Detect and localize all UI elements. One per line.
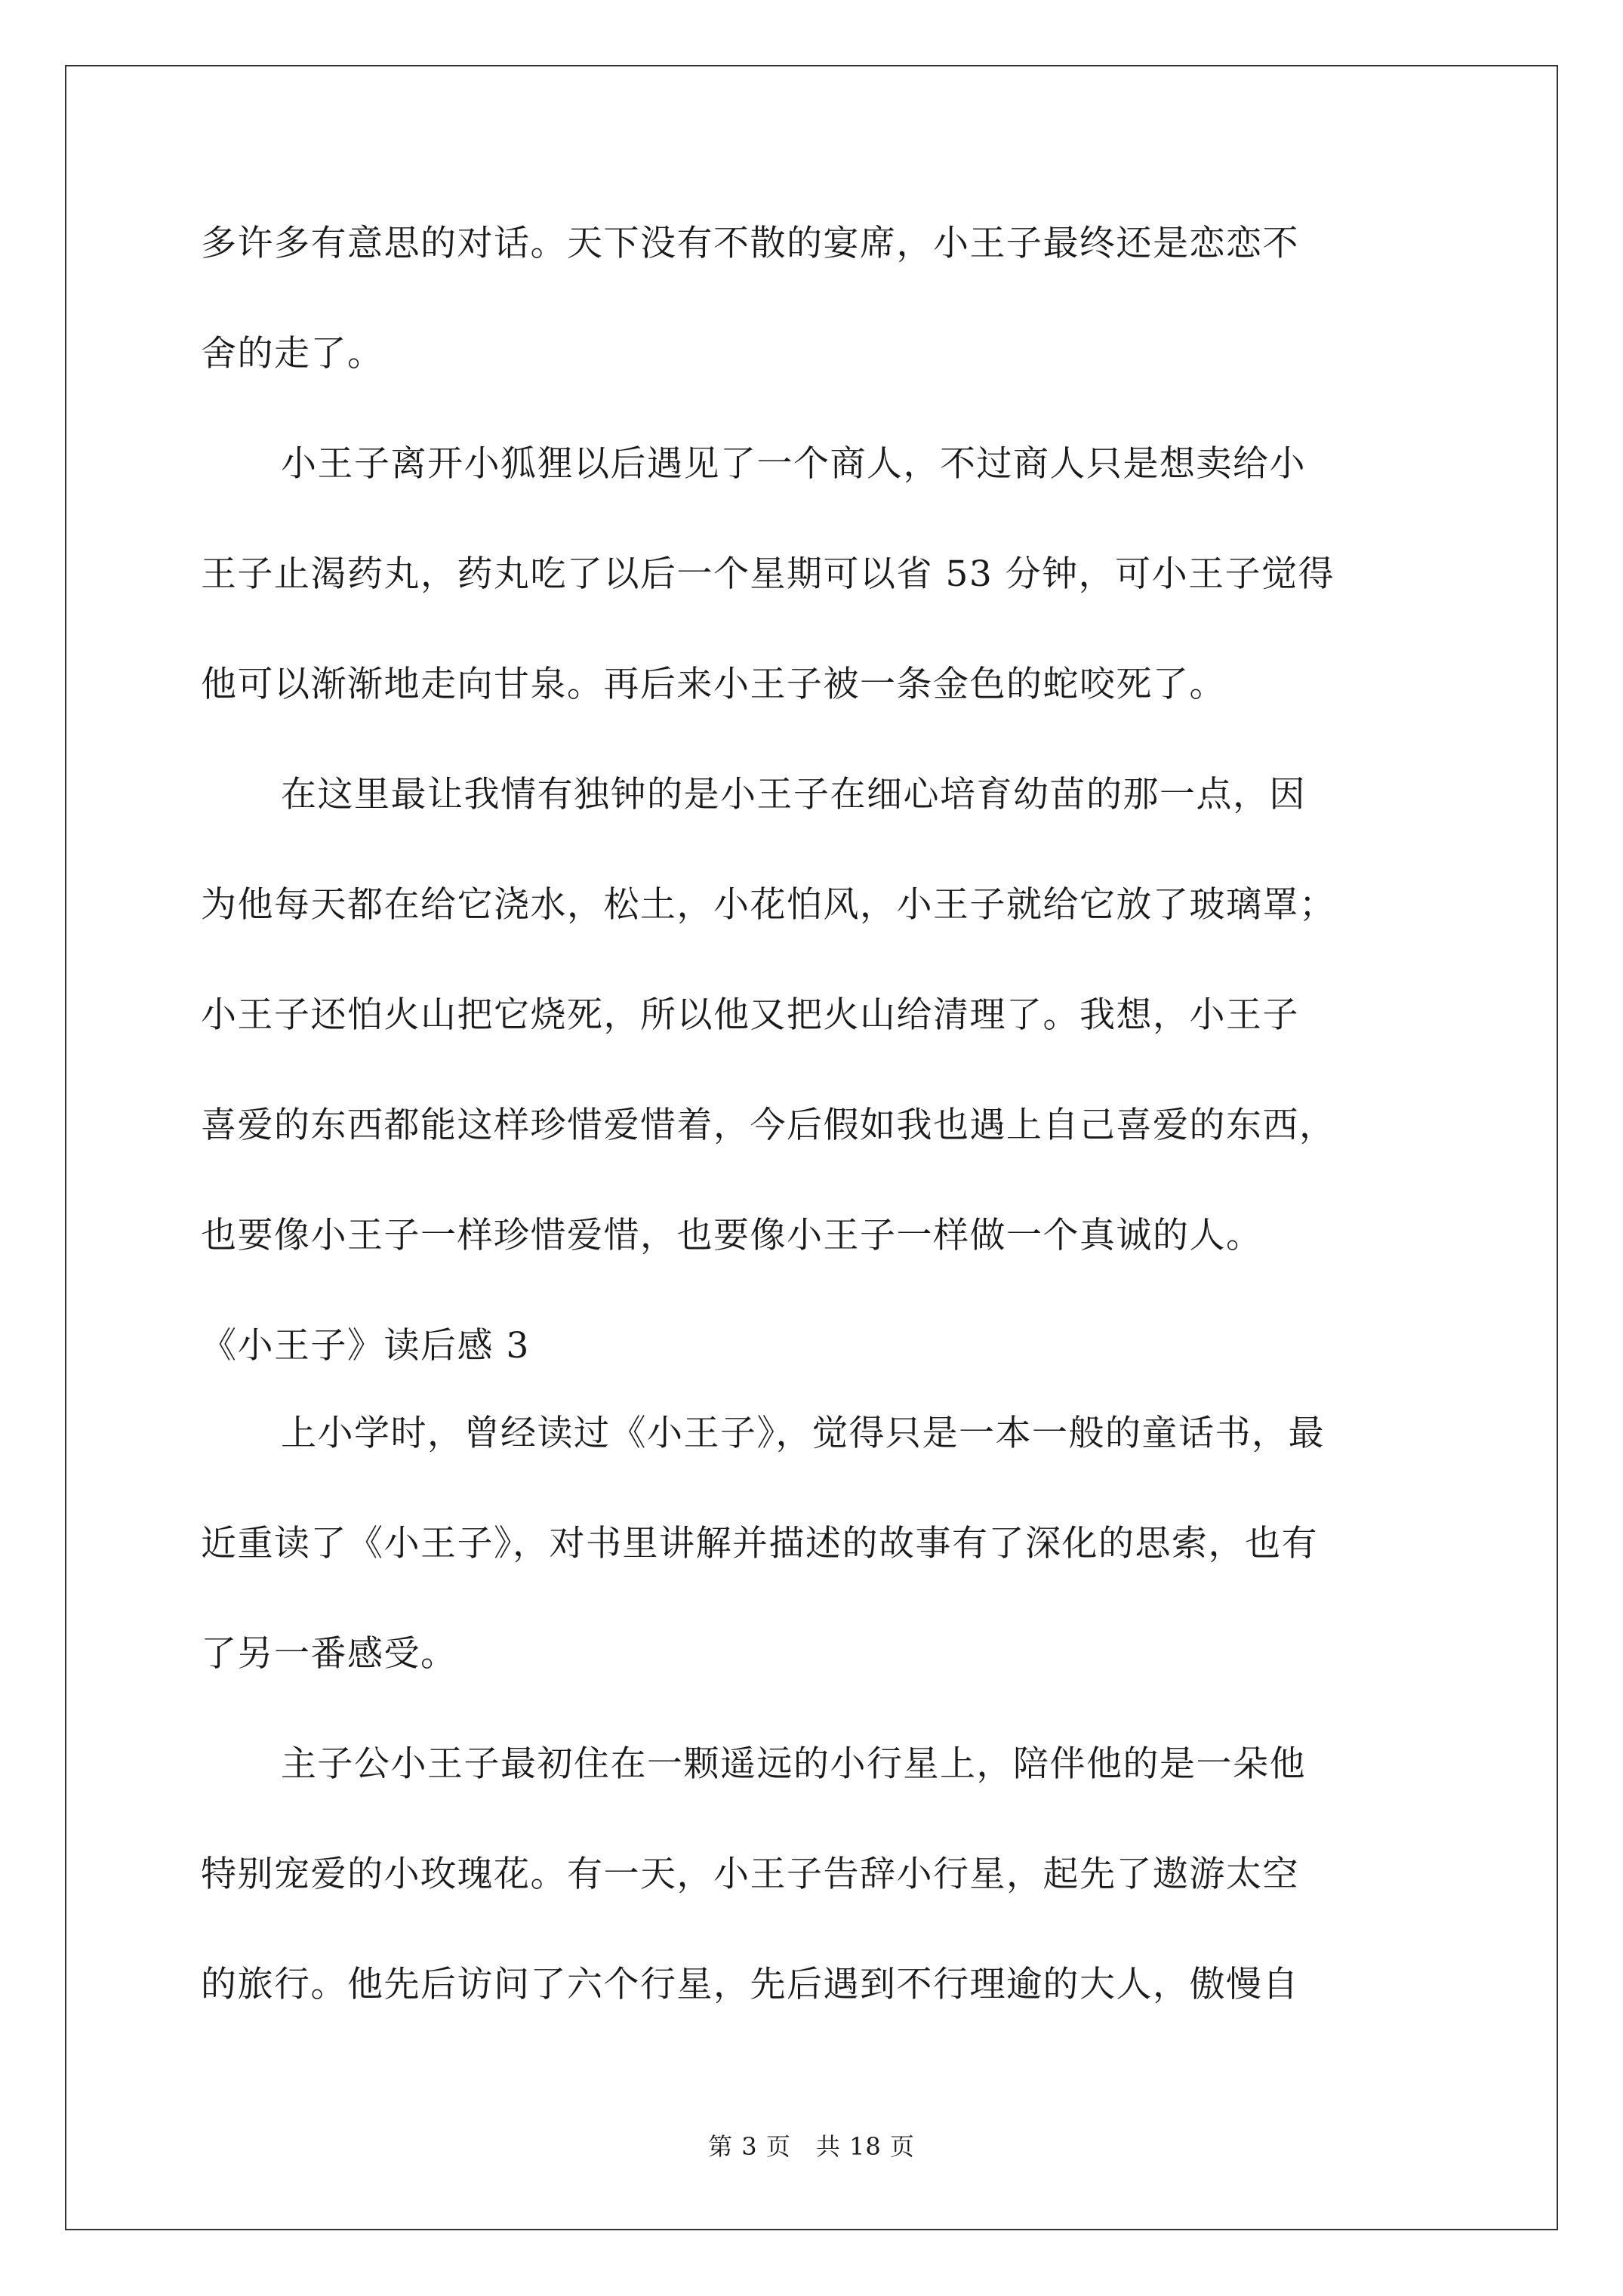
text-line: 了另一番感受。 xyxy=(201,1633,457,1675)
paragraph-start-line: 在这里最让我情有独钟的是小王子在细心培育幼苗的那一点，因 xyxy=(281,774,1306,815)
page-number-footer: 第 3 页 共 18 页 xyxy=(708,2132,915,2161)
text-line: 特别宠爱的小玫瑰花。有一天，小王子告辞小行星，起先了遨游太空 xyxy=(201,1854,1299,1895)
text-line: 也要像小王子一样珍惜爱惜，也要像小王子一样做一个真诚的人。 xyxy=(201,1215,1263,1256)
text-line: 小王子还怕火山把它烧死，所以他又把火山给清理了。我想，小王子 xyxy=(201,994,1299,1036)
text-line: 近重读了《小王子》，对书里讲解并描述的故事有了深化的思索，也有 xyxy=(201,1523,1318,1564)
text-line: 王子止渴药丸，药丸吃了以后一个星期可以省 53 分钟，可小王子觉得 xyxy=(201,553,1335,595)
text-line: 舍的走了。 xyxy=(201,333,384,374)
text-line: 的旅行。他先后访问了六个行星，先后遇到不行理逾的大人，傲慢自 xyxy=(201,1964,1299,2005)
section-heading: 《小王子》读后感 3 xyxy=(201,1325,530,1367)
document-body xyxy=(201,208,1439,2060)
text-line: 为他每天都在给它浇水，松土，小花怕风，小王子就给它放了玻璃罩； xyxy=(201,884,1336,926)
paragraph-start-line: 主子公小王子最初住在一颗遥远的小行星上，陪伴他的是一朵他 xyxy=(281,1743,1306,1785)
text-line: 喜爱的东西都能这样珍惜爱惜着，今后假如我也遇上自己喜爱的东西， xyxy=(201,1105,1336,1146)
paragraph-start-line: 上小学时，曾经读过《小王子》，觉得只是一本一般的童话书，最 xyxy=(281,1413,1325,1454)
paragraph-start-line: 小王子离开小狐狸以后遇见了一个商人，不过商人只是想卖给小 xyxy=(281,443,1306,485)
text-line: 他可以渐渐地走向甘泉。再后来小王子被一条金色的蛇咬死了。 xyxy=(201,664,1226,705)
text-line: 多许多有意思的对话。天下没有不散的宴席，小王子最终还是恋恋不 xyxy=(201,223,1299,264)
